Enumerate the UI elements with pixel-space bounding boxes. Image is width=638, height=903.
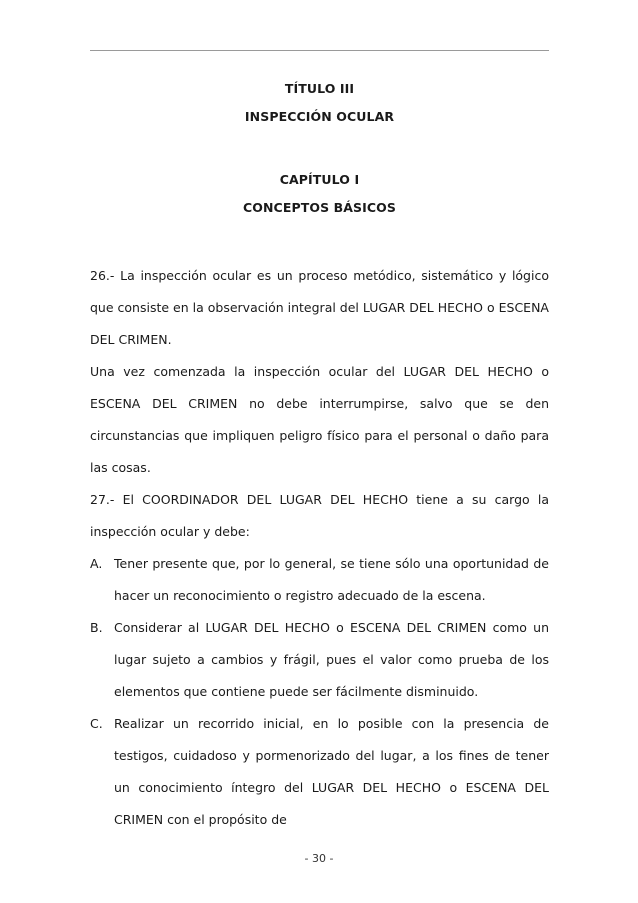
chapter-number: CAPÍTULO I xyxy=(279,172,360,187)
page-number: - 30 - xyxy=(304,852,334,865)
list-item-text: Considerar al LUGAR DEL HECHO o ESCENA DEL CRIMEN como un lugar sujeto a cambios y frágil, pues el valor como prueba de los elementos que contiene puede ser fácilmente disminuido. xyxy=(114,620,549,699)
list-item xyxy=(90,708,549,836)
list-marker: A. xyxy=(90,556,103,571)
paragraph-26: 26.- La inspección ocular es un proceso metódico, sistemático y lógico que consiste en la observación integral del LUGAR DEL HECHO o ESCENA DEL CRIMEN. xyxy=(90,268,549,347)
title-number: TÍTULO III xyxy=(284,81,355,96)
body-text xyxy=(90,260,549,836)
list-item-text: Realizar un recorrido inicial, en lo posible con la presencia de testigos, cuidadoso y pormenorizado del lugar, a los fines de tener un conocimiento íntegro del LUGAR DEL HECHO o ESCENA DEL CRIMEN con el propósito de xyxy=(114,716,549,827)
list-item xyxy=(90,548,549,612)
paragraph-27: 27.- El COORDINADOR DEL LUGAR DEL HECHO tiene a su cargo la inspección ocular y debe: xyxy=(90,492,549,539)
list-item-text: Tener presente que, por lo general, se tiene sólo una oportunidad de hacer un reconocimiento o registro adecuado de la escena. xyxy=(114,556,549,603)
list-marker: B. xyxy=(90,620,103,635)
header-rule xyxy=(90,50,549,51)
title-name: INSPECCIÓN OCULAR xyxy=(244,109,395,124)
list-marker: C. xyxy=(90,716,103,731)
chapter-name: CONCEPTOS BÁSICOS xyxy=(243,200,396,215)
list-item xyxy=(90,612,549,708)
paragraph-continuation: Una vez comenzada la inspección ocular del LUGAR DEL HECHO o ESCENA DEL CRIMEN no debe interrumpirse, salvo que se den circunstancias que impliquen peligro físico para el personal o daño para las cosas. xyxy=(90,364,549,475)
